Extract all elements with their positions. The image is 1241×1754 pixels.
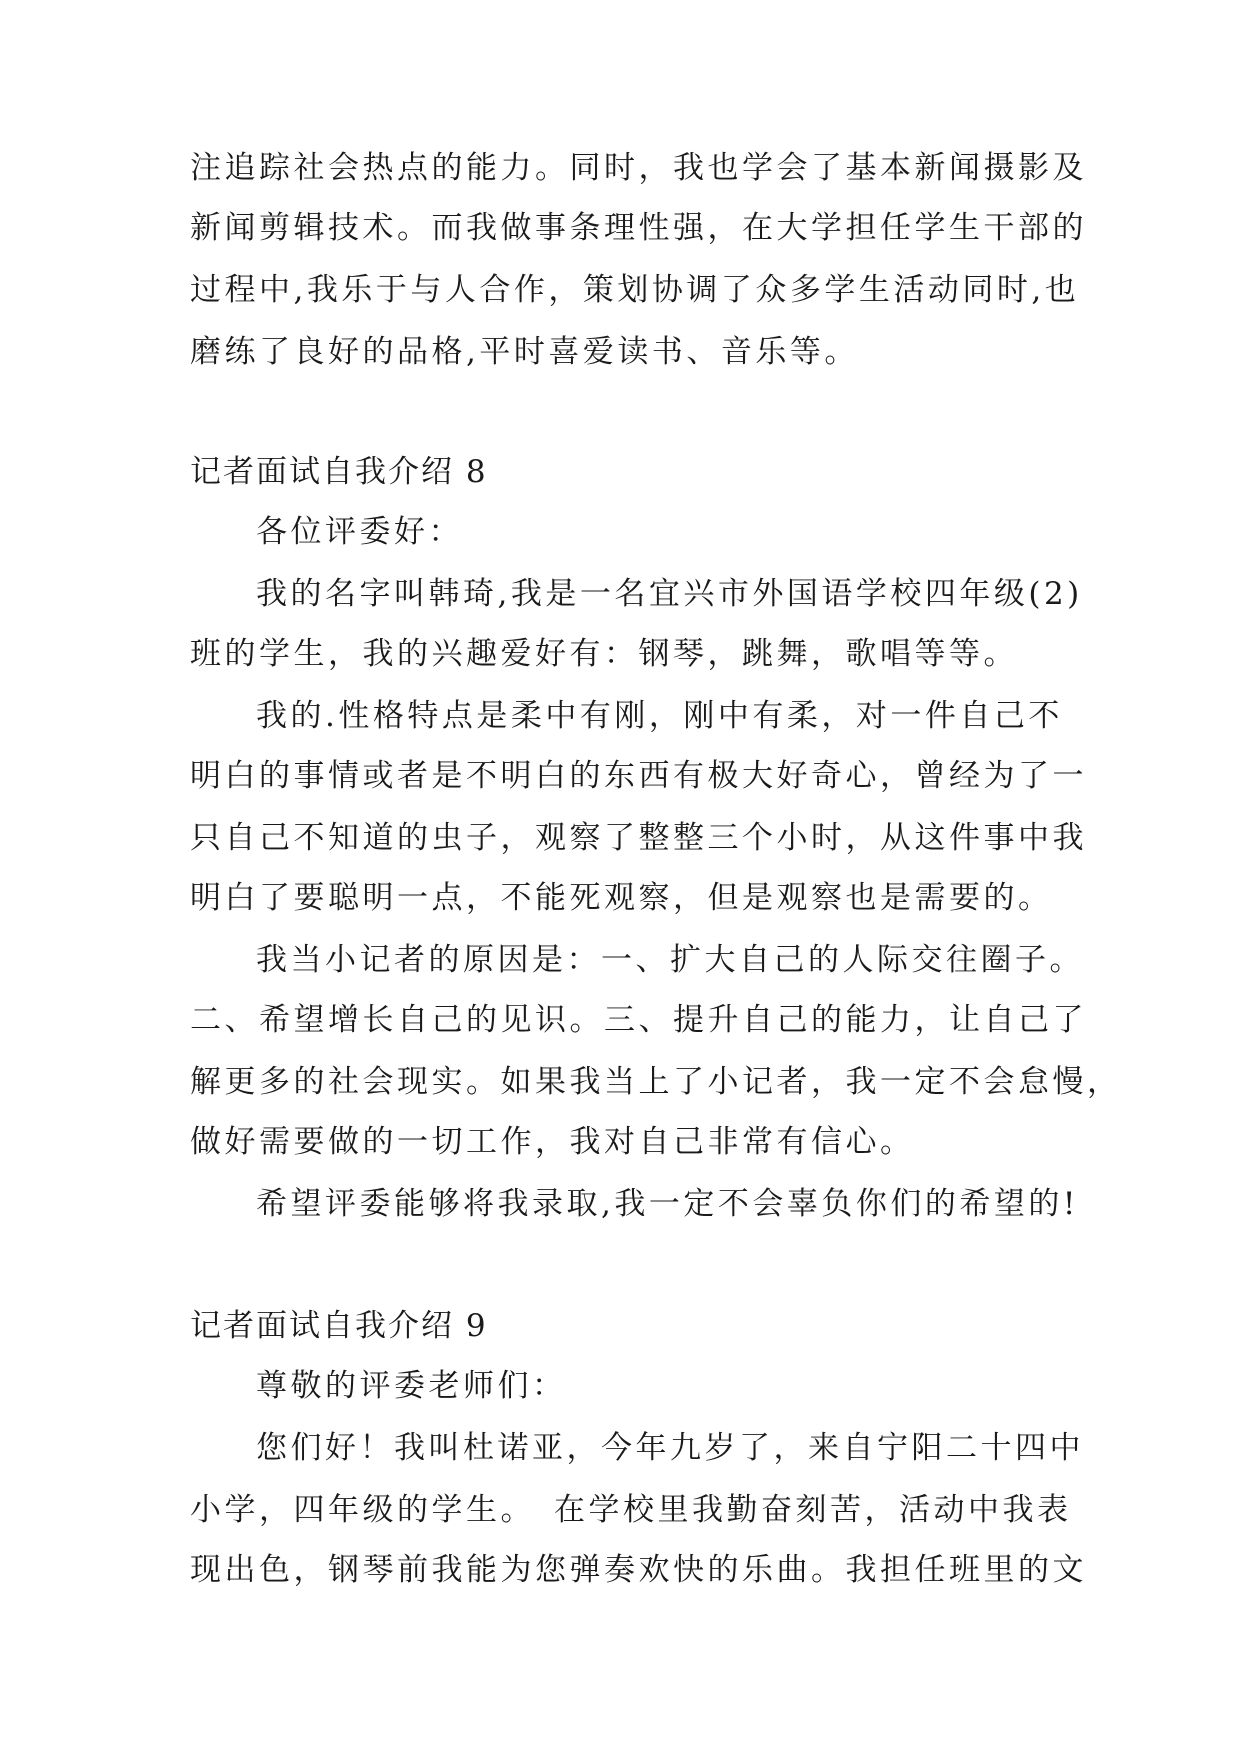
section-heading: 记者面试自我介绍 8 [190,454,488,490]
greeting: 各位评委好： [256,514,463,550]
body-line: 班的学生，我的兴趣爱好有：钢琴，跳舞，歌唱等等。 [190,636,1018,672]
body-line: 做好需要做的一切工作，我对自己非常有信心。 [190,1124,915,1160]
body-line: 您们好！我叫杜诺亚，今年九岁了，来自宁阳二十四中 [256,1430,1084,1466]
body-line: 希望评委能够将我录取,我一定不会辜负你们的希望的! [256,1186,1079,1222]
body-line: 小学，四年级的学生。 在学校里我勤奋刻苦，活动中我表 [190,1492,1072,1528]
greeting: 尊敬的评委老师们： [256,1368,567,1404]
body-line: 明白的事情或者是不明白的东西有极大好奇心，曾经为了一 [190,758,1087,794]
body-line: 过程中,我乐于与人合作，策划协调了众多学生活动同时,也 [190,272,1080,308]
body-line: 明白了要聪明一点，不能死观察，但是观察也是需要的。 [190,880,1053,916]
body-line: 我的名字叫韩琦,我是一名宜兴市外国语学校四年级(2) [256,576,1083,612]
body-line: 磨练了良好的品格,平时喜爱读书、音乐等。 [190,334,859,370]
body-line: 新闻剪辑技术。而我做事条理性强，在大学担任学生干部的 [190,210,1087,246]
body-line: 解更多的社会现实。如果我当上了小记者，我一定不会怠慢， [190,1064,1122,1100]
body-line: 我的.性格特点是柔中有刚，刚中有柔，对一件自己不 [256,698,1063,734]
body-line: 只自己不知道的虫子，观察了整整三个小时，从这件事中我 [190,820,1087,856]
body-line: 二、希望增长自己的见识。三、提升自己的能力，让自己了 [190,1002,1087,1038]
body-line: 我当小记者的原因是：一、扩大自己的人际交往圈子。 [256,942,1084,978]
body-line: 注追踪社会热点的能力。同时，我也学会了基本新闻摄影及 [190,150,1087,186]
body-line: 现出色，钢琴前我能为您弹奏欢快的乐曲。我担任班里的文 [190,1552,1087,1588]
section-heading: 记者面试自我介绍 9 [190,1308,488,1344]
